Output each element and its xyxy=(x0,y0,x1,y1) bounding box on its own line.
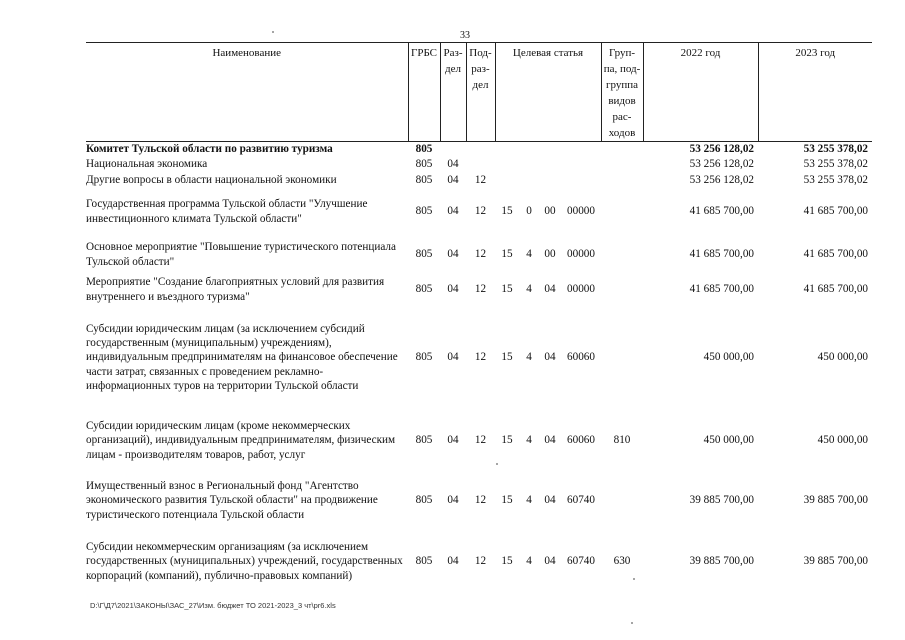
row-target-program: 15 xyxy=(501,555,513,568)
page-number: 33 xyxy=(460,30,470,41)
row-grbs: 805 xyxy=(415,283,433,296)
row-podrazdel xyxy=(466,142,495,157)
row-grbs: 805 xyxy=(415,205,433,218)
row-name: Государственная программа Тульской области "Улучшение инвестиционного климата Тульской области" xyxy=(86,198,368,225)
row-target-direction xyxy=(561,172,601,189)
row-grbs: 805 xyxy=(415,434,433,447)
table-row xyxy=(86,157,872,172)
row-expense-group xyxy=(601,157,643,172)
row-grbs: 805 xyxy=(415,248,433,261)
row-razdel: 04 xyxy=(447,555,459,568)
row-name: Мероприятие "Создание благоприятных условий для развития внутреннего и въездного туризма" xyxy=(86,276,385,303)
row-target-direction: 60740 xyxy=(567,494,595,507)
row-target-subprogram xyxy=(519,172,539,189)
row-target-subprogram xyxy=(519,157,539,172)
row-expense-group xyxy=(601,275,643,305)
row-name: Комитет Тульской области по развитию туризма xyxy=(86,143,333,156)
table-row xyxy=(86,275,872,305)
row-expense-group xyxy=(601,172,643,189)
row-target-direction: 00000 xyxy=(567,248,595,261)
row-target-subprogram: 4 xyxy=(526,555,532,568)
row-amount-2023: 53 255 378,02 xyxy=(803,157,868,170)
row-amount-2022: 53 256 128,02 xyxy=(689,173,754,186)
row-target-direction: 60060 xyxy=(567,434,595,447)
row-podrazdel: 12 xyxy=(474,434,487,447)
row-razdel: 04 xyxy=(447,173,459,186)
row-target-program xyxy=(495,142,519,157)
row-amount-2022: 450 000,00 xyxy=(703,434,754,447)
row-target-program: 15 xyxy=(501,248,513,261)
header-expense-group: Груп- па, под- группа видов рас- ходов xyxy=(601,43,643,142)
row-target-event xyxy=(539,157,561,172)
row-amount-2022: 41 685 700,00 xyxy=(689,283,754,296)
row-target-subprogram xyxy=(519,142,539,157)
row-amount-2022: 53 256 128,02 xyxy=(689,157,754,170)
row-grbs: 805 xyxy=(415,555,433,568)
file-path-footer: D:\Г\Д7\2021\ЗАКОНЫ\ЗАС_27\Изм. бюджет ТО 2021-2023_3 чт\pr6.xls xyxy=(90,601,336,610)
row-target-event xyxy=(539,172,561,189)
row-amount-2023: 39 885 700,00 xyxy=(803,494,868,507)
row-amount-2022: 39 885 700,00 xyxy=(689,494,754,507)
scan-speck xyxy=(631,622,633,624)
row-expense-group xyxy=(601,189,643,235)
row-grbs: 805 xyxy=(415,173,433,186)
budget-table-sheet xyxy=(86,42,872,593)
row-target-program: 15 xyxy=(501,351,513,364)
header-razdel: Раз- дел xyxy=(440,43,466,142)
row-expense-group xyxy=(601,142,643,157)
row-target-subprogram: 4 xyxy=(526,494,532,507)
row-target-direction xyxy=(561,157,601,172)
row-target-program xyxy=(495,172,519,189)
row-target-subprogram: 0 xyxy=(526,205,532,218)
row-amount-2023: 41 685 700,00 xyxy=(803,205,868,218)
table-row xyxy=(86,411,872,471)
row-amount-2022: 41 685 700,00 xyxy=(689,248,754,261)
row-target-subprogram: 4 xyxy=(526,351,532,364)
row-podrazdel: 12 xyxy=(474,555,487,568)
table-row xyxy=(86,189,872,235)
table-row xyxy=(86,235,872,275)
header-grbs: ГРБС xyxy=(408,43,440,142)
row-target-direction: 00000 xyxy=(567,205,595,218)
table-row xyxy=(86,305,872,411)
row-target-event: 04 xyxy=(544,434,556,447)
row-expense-group: 810 xyxy=(613,434,631,447)
row-target-event: 04 xyxy=(544,555,556,568)
row-razdel: 04 xyxy=(447,248,459,261)
row-name: Имущественный взнос в Региональный фонд "Агентство экономического развития Тульской области" на продвижение туристического потенциала Тульской области xyxy=(86,480,378,521)
row-target-event: 00 xyxy=(544,248,556,261)
row-target-program: 15 xyxy=(501,283,513,296)
row-name: Другие вопросы в области национальной экономики xyxy=(86,173,337,186)
row-podrazdel: 12 xyxy=(474,173,487,186)
row-razdel: 04 xyxy=(447,283,459,296)
row-expense-group xyxy=(601,305,643,411)
row-name: Субсидии юридическим лицам (за исключением субсидий государственным (муниципальным) учреждениям), индивидуальным предпринимателям на финансовое обеспечение части затрат, связанных с проведением рекламно-информационных туров на территории Тульской области xyxy=(86,322,398,392)
row-target-program: 15 xyxy=(501,205,513,218)
row-razdel: 04 xyxy=(447,434,459,447)
row-amount-2022: 53 256 128,02 xyxy=(689,143,754,156)
scan-speck xyxy=(633,578,635,580)
row-podrazdel: 12 xyxy=(474,494,487,507)
row-target-direction: 00000 xyxy=(567,283,595,296)
row-target-program: 15 xyxy=(501,434,513,447)
row-amount-2023: 41 685 700,00 xyxy=(803,283,868,296)
scan-speck xyxy=(272,31,274,33)
row-amount-2023: 39 885 700,00 xyxy=(803,555,868,568)
row-podrazdel xyxy=(466,157,495,172)
row-amount-2022: 39 885 700,00 xyxy=(689,555,754,568)
table-row xyxy=(86,172,872,189)
row-target-subprogram: 4 xyxy=(526,434,532,447)
row-expense-group: 630 xyxy=(613,555,631,568)
row-amount-2022: 41 685 700,00 xyxy=(689,205,754,218)
row-target-subprogram: 4 xyxy=(526,283,532,296)
table-header-row xyxy=(86,43,872,142)
row-name: Субсидии некоммерческим организациям (за исключением государственных (муниципальных) учреждений, государственных корпораций (компаний), публично-правовых компаний) xyxy=(86,541,403,582)
row-razdel xyxy=(440,142,466,157)
row-target-event: 00 xyxy=(544,205,556,218)
row-podrazdel: 12 xyxy=(474,351,487,364)
row-target-event: 04 xyxy=(544,351,556,364)
row-target-event: 04 xyxy=(544,283,556,296)
row-podrazdel: 12 xyxy=(474,205,487,218)
row-grbs: 805 xyxy=(415,157,433,170)
row-target-direction: 60740 xyxy=(567,555,595,568)
row-razdel: 04 xyxy=(447,351,459,364)
row-name: Основное мероприятие "Повышение туристического потенциала Тульской области" xyxy=(86,241,396,268)
row-podrazdel: 12 xyxy=(474,248,487,261)
row-amount-2023: 41 685 700,00 xyxy=(803,248,868,261)
header-target-article: Целевая статья xyxy=(495,43,601,142)
row-name: Субсидии юридическим лицам (кроме некоммерческих организаций), индивидуальным предпринимателям, физическим лицам - производителям товаров, работ, услуг xyxy=(86,420,396,461)
header-year-2023: 2023 год xyxy=(758,43,872,142)
row-grbs: 805 xyxy=(415,494,433,507)
table-row xyxy=(86,471,872,531)
row-target-event xyxy=(539,142,561,157)
row-expense-group xyxy=(601,471,643,531)
scan-speck xyxy=(496,463,498,465)
row-grbs: 805 xyxy=(415,351,433,364)
row-target-subprogram: 4 xyxy=(526,248,532,261)
row-expense-group xyxy=(601,235,643,275)
row-target-program xyxy=(495,157,519,172)
budget-table xyxy=(86,42,872,593)
header-name: Наименование xyxy=(86,43,408,142)
row-amount-2023: 450 000,00 xyxy=(817,434,868,447)
row-target-event: 04 xyxy=(544,494,556,507)
row-amount-2022: 450 000,00 xyxy=(703,351,754,364)
table-row xyxy=(86,531,872,593)
row-target-direction xyxy=(561,142,601,157)
row-target-direction: 60060 xyxy=(567,351,595,364)
row-amount-2023: 53 255 378,02 xyxy=(803,143,868,156)
row-grbs: 805 xyxy=(415,143,433,156)
row-razdel: 04 xyxy=(447,157,459,170)
table-row xyxy=(86,142,872,157)
row-razdel: 04 xyxy=(447,205,459,218)
header-podrazdel: Под- раз- дел xyxy=(466,43,495,142)
row-amount-2023: 53 255 378,02 xyxy=(803,173,868,186)
row-name: Национальная экономика xyxy=(86,157,208,170)
row-target-program: 15 xyxy=(501,494,513,507)
row-amount-2023: 450 000,00 xyxy=(817,351,868,364)
header-year-2022: 2022 год xyxy=(643,43,758,142)
row-razdel: 04 xyxy=(447,494,459,507)
row-podrazdel: 12 xyxy=(474,283,487,296)
